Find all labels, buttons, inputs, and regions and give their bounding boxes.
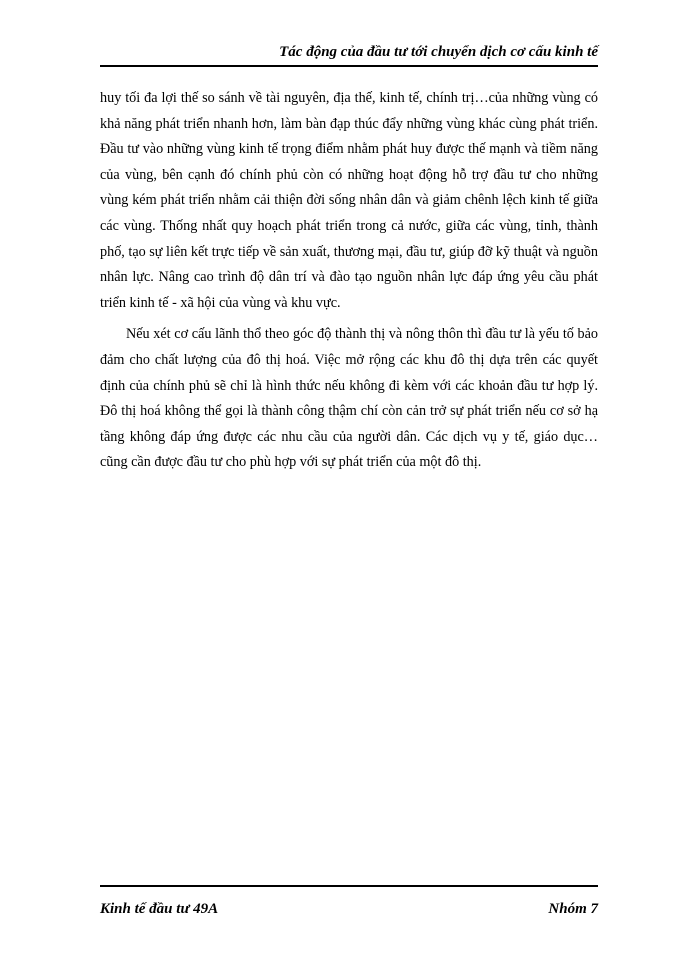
paragraph: huy tối đa lợi thế so sánh về tài nguyên, địa thế, kinh tế, chính trị…của những vùng có khả năng phát triển nhanh hơn, làm bàn đạp thúc đẩy những vùng khác cùng phát triển. Đầu tư vào những vùng kinh tế trọng điểm nhằm phát huy được thế mạnh và tiềm năng của vùng, bên cạnh đó chính phủ còn có những hoạt động hỗ trợ đầu tư cho những vùng kém phát triển nhằm cải thiện đời sống nhân dân và giảm chênh lệch kinh tế giữa các vùng. Thống nhất quy hoạch phát triển trong cả nước, giữa các vùng, tỉnh, thành phố, tạo sự liên kết trực tiếp về sản xuất, thương mại, đầu tư, giúp đỡ kỹ thuật và nguồn nhân lực. Nâng cao trình độ dân trí và đào tạo nguồn nhân lực đáp ứng yêu cầu phát triển kinh tế - xã hội của vùng và khu vực.: [100, 90, 598, 311]
footer-divider: [100, 885, 598, 887]
paragraph: Nếu xét cơ cấu lãnh thổ theo góc độ thành thị và nông thôn thì đầu tư là yếu tố bảo đảm cho chất lượng của đô thị hoá. Việc mở rộng các khu đô thị dựa trên các quyết định của chính phủ sẽ chỉ là hình thức nếu không đi kèm với các khoản đầu tư hợp lý. Đô thị hoá không thể gọi là thành công thậm chí còn cản trở sự phát triển nếu cơ sở hạ tầng không đáp ứng được các nhu cầu của người dân. Các dịch vụ y tế, giáo dục… cũng cần được đầu tư cho phù hợp với sự phát triển của một đô thị.: [100, 326, 598, 471]
footer-course-label: Kinh tế đầu tư 49A: [100, 901, 219, 917]
header-divider: [100, 65, 598, 67]
page-header-title: Tác động của đầu tư tới chuyển dịch cơ cấu kinh tế: [279, 44, 598, 60]
document-body: [100, 86, 598, 476]
footer-group-label: Nhóm 7: [548, 901, 598, 917]
